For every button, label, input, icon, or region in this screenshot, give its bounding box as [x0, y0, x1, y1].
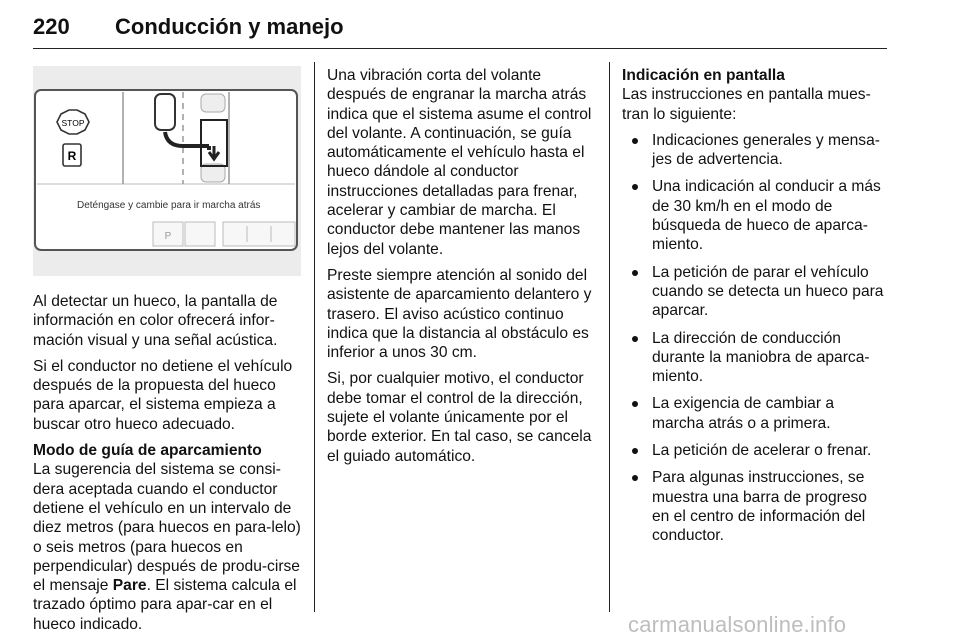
column-divider-right: [609, 62, 610, 612]
list-item: La petición de parar el vehículo cuando se detecta un hueco para aparcar.: [622, 263, 888, 321]
header-rule: [33, 48, 887, 49]
paragraph-search-new: Si el conductor no detiene el vehículo después de la propuesta del hueco para aparcar, el sistema empieza a buscar otro hueco adecuado.: [33, 357, 293, 433]
paragraph-detection: Al detectar un hueco, la pantalla de información en color ofrecerá infor-mación visual y una señal acústica.: [33, 293, 278, 349]
guidance-bold-term: Pare: [112, 577, 147, 595]
screen-caption: Deténgase y cambie para ir marcha atrás: [77, 200, 261, 211]
column-middle: [327, 66, 595, 473]
column-left: [33, 292, 301, 641]
paragraph-display-intro: [622, 66, 888, 124]
list-item: La exigencia de cambiar a marcha atrás o a primera.: [622, 394, 888, 433]
paragraph-vibration: Una vibración corta del volante después de engranar la marcha atrás indica que el sistema asume el control del volante. A continuación, se guía automáticamente el vehículo hasta el hueco dándole al conductor instrucciones detalladas para frenar, acelerar y cambiar de marcha. El conductor debe mantener las manos lejos del volante.: [327, 67, 592, 258]
parking-display-illustration: [33, 66, 301, 276]
reverse-gear-label: R: [67, 149, 77, 163]
page-header: [33, 14, 887, 48]
display-intro-text: Las instrucciones en pantalla mues-tran lo siguiente:: [622, 86, 871, 123]
list-item: Para algunas instrucciones, se muestra una barra de progreso en el centro de información del conductor.: [622, 468, 888, 545]
list-item: Indicaciones generales y mensa-jes de advertencia.: [622, 131, 888, 170]
paragraph-guidance-mode: [33, 441, 301, 634]
column-right: [622, 66, 888, 554]
stop-sign-label: STOP: [61, 118, 85, 128]
paragraph-take-control: Si, por cualquier motivo, el conductor debe tomar el control de la dirección, sujete el volante únicamente por el borde exterior. En tal caso, se cancela el guiado automático.: [327, 370, 592, 465]
watermark: carmanualsonline.info: [628, 612, 847, 637]
subheading-guidance-mode: Modo de guía de aparcamiento: [33, 442, 262, 460]
list-item: La dirección de conducción durante la maniobra de aparca-miento.: [622, 329, 888, 387]
column-divider-left: [314, 62, 315, 612]
list-item: Una indicación al conducir a más de 30 km/h en el modo de búsqueda de hueco de aparca-miento.: [622, 177, 888, 254]
subheading-display: Indicación en pantalla: [622, 67, 785, 84]
paragraph-sound: Preste siempre atención al sonido del asistente de aparcamiento delantero y trasero. El aviso acústico continuo indica que la distancia al obstáculo es inferior a unos 30 cm.: [327, 266, 592, 362]
page-number: 220: [33, 14, 70, 39]
parking-display-figure: [33, 66, 301, 276]
guidance-text-1: La sugerencia del sistema se consi-dera aceptada cuando el conductor detiene el vehículo en un intervalo de diez metros (para huecos en para-lelo) o seis metros (para huecos en perpendicular) después de produ-cirse el mensaje: [33, 461, 301, 595]
list-item: La petición de acelerar o frenar.: [622, 441, 888, 460]
guidance-text-2: . El sistema calcula el trazado óptimo para apar-car en el hueco indicado.: [33, 577, 297, 633]
display-bullet-list: [622, 131, 888, 546]
section-title: Conducción y manejo: [115, 14, 344, 39]
p-button-label: P: [164, 231, 172, 242]
